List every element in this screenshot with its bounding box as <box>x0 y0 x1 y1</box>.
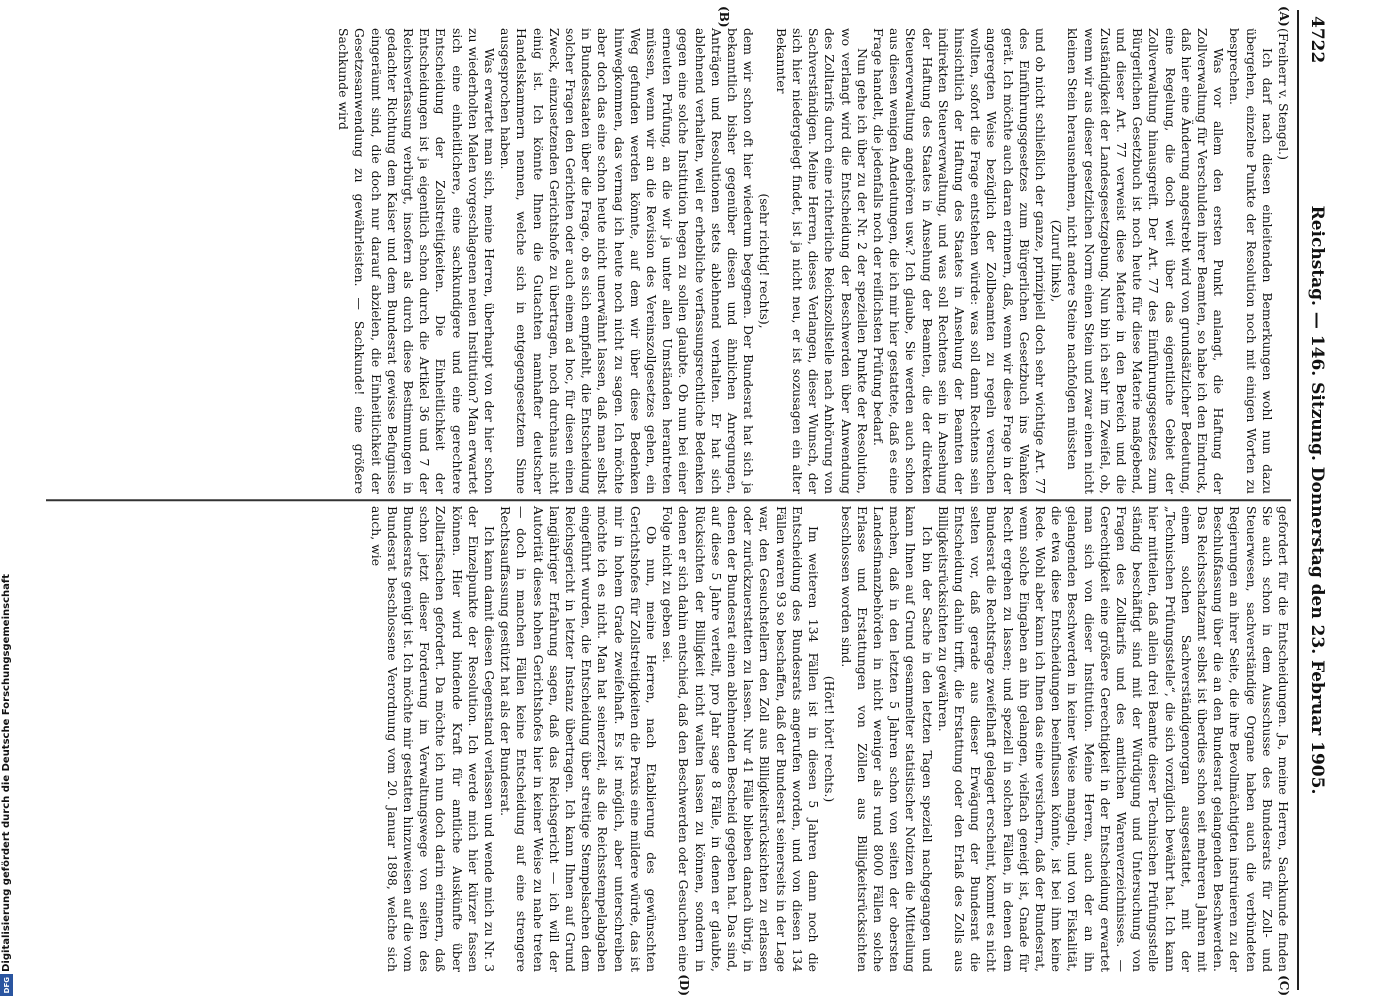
paragraph: Nun gehe ich über zu der Nr. 2 der speziellen Punkte der Resolution, wo verlangt wird die Entscheidung der Beschwerden über Anwendung des Zolltarifs durch eine richterliche Reichszollstelle nach Anhörung von Sachverständigen. Meine Herren, dieses Verlangen, dieser Wunsch, der sich hier niedergelegt findet, ist ja nicht neu, er ist sozusagen ein alter Bekannter <box>773 28 870 494</box>
text-columns <box>335 6 1291 996</box>
paragraph: Ich kann damit diesen Gegenstand verlassen und wende mich zu Nr. 3 der Einzelpunkte der Resolution. Ich werde mich hier kürzer fassen können. Hier wird bindende Kraft für amtliche Auskünfte über Zolltarifsachen gefordert. Da möchte ich nun doch darin erinnern, daß schon jetzt dieser Forderung im Verwaltungswege von seiten des Bundesrats genügt ist. Ich möchte mir gestatten hinzuweisen auf die vom Bundesrat beschlossene Verordnung vom 20. Januar 1898, welche sich auch, wie <box>368 506 498 972</box>
digitization-credit <box>0 2 13 972</box>
credit-text: Digitalisierung gefördert durch die Deutsche Forschungsgemeinschaft <box>1 574 12 972</box>
paragraph: Ich darf nach diesen einleitenden Bemerkungen wohl nun dazu übergehen, einzelne Punkte der Resolution noch mit einigen Worten zu besprechen. <box>1227 28 1275 494</box>
interjection: (Hört! hört! rechts.) <box>822 675 838 803</box>
margin-marker-d: (D) <box>677 974 691 996</box>
paragraph: und ob nicht schließlich der ganze, prinzipiell doch sehr wichtige Art. 77 des Einführungsgesetzes zum Bürgerlichen Gesetzbuch ins Wanken gerät. Ich möchte auch daran erinnern, daß, wenn wir diese Frage in der angeregten Weise bezüglich der Zollbeamten zu regeln versuchen wollten, sofort die Frage entstehen würde: was soll dann Rechtens sein hinsichtlich der Haftung des Staates in Ansehung der Beamten der indirekten Steuerverwaltung, und was soll Rechtens sein in Ansehung der Haftung des Staates in Ansehung der Beamten, die der direkten Steuerverwaltung angehören usw.? Ich glaube, Sie werden auch schon aus diesen wenigen Andeutungen, die ich mir hier gestattete, daß es eine Frage handelt, die jedenfalls noch der reiflichsten Prüfung bedarf. <box>870 28 1048 494</box>
running-title: Reichstag. — 146. Sitzung. Donnerstag den 23. Februar 1905. <box>1307 205 1327 795</box>
left-column <box>335 10 1291 494</box>
interjection: (Zuruf links), <box>1049 219 1065 303</box>
column-divider <box>46 499 1291 501</box>
page-header <box>1301 10 1327 990</box>
margin-marker-a: (A) <box>1277 6 1291 27</box>
page-number: 4722 <box>1307 16 1327 64</box>
right-column <box>335 506 1291 990</box>
paragraph: Was erwartet man sich, meine Herren, überhaupt von der hier schon zu wiederholten Malen vorgeschlagenen neuen Institution? Man erwartet sich eine einheitlichere, eine sachkundigere und eine gerechtere Entscheidung der Zollstreitigkeiten. Die Einheitlichkeit der Entscheidungen ist ja eigentlich schon durch die Artikel 36 und 7 der Reichsverfassung verbürgt, insofern als durch diese Bestimmungen in gedachter Richtung dem Kaiser und dem Bundesrat gewisse Befugnisse eingeräumt sind, die doch nur darauf abzielen, die Einheitlichkeit der Gesetzesanwendung zu gewährleisten. — Sachkunde! eine größere Sachkunde wird <box>336 28 498 494</box>
interjection: (sehr richtig! rechts), <box>757 193 773 329</box>
speaker-label: (Freiherr v. Stengel.) <box>1276 28 1291 160</box>
paragraph: Ob nun, meine Herren, nach Etablierung des gewünschten Gerichtshofes für Zollstreitigkeiten die Praxis eine mildere würde, das ist mir in hohem Grade zweifelhaft. Es ist möglich, aber unterschreiben möchte ich es nicht. Man hat seinerzeit, als die Reichsstempelabgaben eingeführt wurden, die Entscheidung über streitige Stempelsachen dem Reichsgericht in letzter Instanz übertragen. Ich kann Ihnen auf Grund langjähriger Erfahrung sagen, daß das Reichsgericht — ich will der Autorität dieses hohen Gerichtshofes hier in keiner Weise zu nahe treten — doch in manchen Fällen keine Entscheidung auf eine strengere Rechtsauffassung gestützt hat als der Bundesrat. <box>498 506 660 972</box>
dfg-logo <box>0 974 13 996</box>
paragraph: gefordert für die Entscheidungen. Ja, meine Herren, Sachkunde finden Sie auch schon in dem Ausschusse des Bundesrats für Zoll- und Steuerwesen, sachverständige Organe haben auch die verbündeten Regierungen an ihrer Seite, die ihre Bevollmächtigten instruieren zu der Beschlußfassung über die an den Bundesrat gelangenden Beschwerden. Das Reichsschatzamt selbst ist überdies schon seit mehreren Jahren mit einem solchen Sachverständigenorgan ausgestattet, mit der „Technischen Prüfungsstelle“, die sich vorzüglich bewährt hat. Ich kann hier mitteilen, daß allein drei Beamte dieser Technischen Prüfungsstelle ständig beschäftigt sind mit der Würdigung und Untersuchung von Fragen des Zolltarifs und des amtlichen Warenverzeichnisses. — Gerechtigkeit eine größere Gerechtigkeit in der Entscheidung erwartet man sich von dieser Institution. Meine Herren, auch der an ihn gelangenden Beschwerden in keiner Weise mangeln, und von Fiskalität, die etwa diese Entscheidungen beeinflussen könnte, ist bei ihm keine Rede. Wohl aber kann ich Ihnen das eine versichern, daß der Bundesrat, wenn solche Eingaben an ihn gelangen, vielfach geneigt ist, Gnade für Recht ergehen zu lassen; und speziell in solchen Fällen, in denen dem Bundesrat die Rechtsfrage zweifelhaft gelagert erscheint, kommt es nicht selten vor, daß gerade aus dieser Erwägung der Bundesrat die Entscheidung dahin trifft, die Erstattung oder den Erlaß des Zolls aus Billigkeitsrücksichten zu gewähren. <box>935 506 1291 972</box>
margin-marker-b: (B) <box>717 6 731 28</box>
dfg-logo-text: DFG <box>2 976 11 994</box>
newspaper-page <box>2 0 1335 1000</box>
paragraph: Ich bin der Sache in den letzten Tagen speziell nachgegangen und kann Ihnen auf Grund gesammelter statistischer Notizen die Mitteilung machen, daß in den letzten 5 Jahren schon von seiten der obersten Landesfinanzbehörden in nicht weniger als rund 8000 Fällen solche Erlasse und Erstattungen von Zöllen aus Billigkeitsrücksichten beschlossen worden sind. <box>838 506 935 972</box>
paragraph: Im weiteren 134 Fällen ist in diesen 5 Jahren dann noch die Entscheidung des Bundesrats angerufen worden, und von diesen 134 Fällen waren 93 so beschaffen, daß der Bundesrat seinerseits in der Lage war, den Gesuchstellern den Zoll aus Billigkeitsrücksichten zu erlassen oder zurückzuerstatten zu lassen. Nur 41 Fälle blieben danach übrig, in denen der Bundesrat einen ablehnenden Bescheid gegeben hat. Das sind, auf diese 5 Jahre verteilt, pro Jahr sage 8 Fälle, in denen er glaubte, Rücksichten der Billigkeit nicht walten lassen zu können, sondern in denen er sich dahin entschied, daß den Beschwerden oder Gesuchen eine Folge nicht zu geben sei. <box>660 506 822 972</box>
header-rule <box>1297 10 1299 990</box>
margin-marker-c: (C) <box>1277 975 1291 996</box>
paragraph: Was vor allem den ersten Punkt anlangt, die Haftung der Zollverwaltung für Verschulden ihrer Beamten, so habe ich den Eindruck, daß hier eine Änderung angestrebt wird von grundsätzlicher Bedeutung, eine Regelung, die doch weit über das eigentliche Gebiet der Zollverwaltung hinausgreift. Der Art. 77 des Einführungsgesetzes zum Bürgerlichen Gesetzbuch ist noch heute für diese Materie maßgebend, und dieser Art. 77 verweist diese Materie in den Bereich und die Zuständigkeit der Landesgesetzgebung. Nun bin ich sehr im Zweifel, ob, wenn wir aus dieser gesetzlichen Norm einen Stein und zwar einen nicht kleinen Stein herausnehmen, nicht andere Steine nachfolgen müssten <box>1065 28 1227 494</box>
paragraph: dem wir schon oft hier wiederum begegnen. Der Bundesrat hat sich ja bekanntlich bisher gegenüber diesen und ähnlichen Anregungen, Anträgen und Resolutionen stets ablehnend verhalten. Er hat sich ablehnend verhalten, weil er erhebliche verfassungsrechtliche Bedenken gegen eine solche Institution hegen zu sollen glaubte. Ob nun bei einer erneuten Prüfung, an die wir ja unter allen Umständen herantreten müssen, wenn wir an die Revision des Vereinszollgesetzes gehen, ein Weg gefunden werden könnte, auf dem wir über diese Bedenken hinwegkommen, das vermag ich heute noch nicht zu sagen. Ich möchte aber doch das eine schon heute nicht unerwähnt lassen, daß man selbst in Bundesstaaten über die Frage, ob es sich empfiehlt, die Entscheidung solcher Fragen den Gerichten oder auch einem ad hoc, für diesen einen Zweck, einzusetzenden Gerichtshofe zu übertragen, noch durchaus nicht einig ist. Ich könnte Ihnen die Gutachten namhafter deutscher Handelskammern nennen, welche sich in entgegengesetztem Sinne ausgesprochen haben. <box>498 28 757 494</box>
